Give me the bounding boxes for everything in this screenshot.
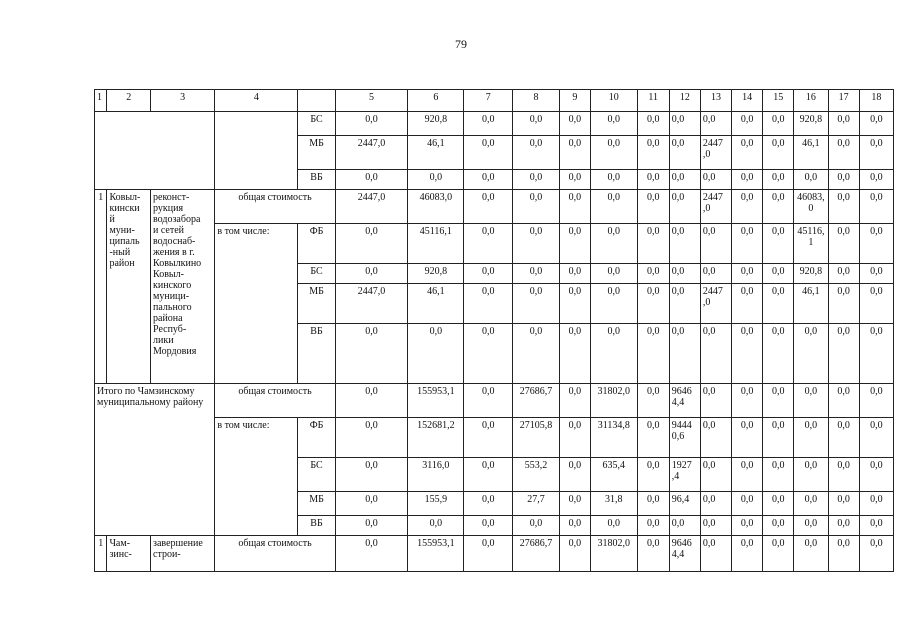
value-cell: 2447 ,0 [700,136,731,170]
value-cell: 0,0 [859,324,893,384]
value-cell: 0,0 [700,112,731,136]
district-name: Ковыл- кински й муни- ципаль -ный район [107,190,151,384]
value-cell: 46083,0 [408,190,464,224]
header-cell: 8 [513,90,560,112]
value-cell: 0,0 [732,324,763,384]
header-cell: 9 [559,90,590,112]
value-cell: 0,0 [637,112,669,136]
value-cell: 0,0 [828,418,859,458]
value-cell: 0,0 [637,170,669,190]
table-row [95,418,894,458]
district-name: Чам- зинс- [107,536,151,572]
value-cell: 31802,0 [590,384,637,418]
header-cell: 16 [794,90,828,112]
value-cell: 0,0 [335,264,408,284]
value-cell: 0,0 [794,516,828,536]
value-cell: 0,0 [828,112,859,136]
value-cell: 0,0 [794,324,828,384]
value-cell: 46,1 [408,136,464,170]
table-row [95,384,894,418]
row-number: 1 [95,190,107,384]
value-cell: 0,0 [828,224,859,264]
value-cell: 0,0 [700,458,731,492]
value-cell: 0,0 [763,516,794,536]
value-cell: 27686,7 [513,536,560,572]
value-cell: 0,0 [559,516,590,536]
value-cell: 0,0 [700,264,731,284]
value-cell: 27686,7 [513,384,560,418]
fund-code: ФБ [298,418,335,458]
value-cell: 0,0 [464,224,513,264]
value-cell: 0,0 [828,324,859,384]
value-cell: 0,0 [637,264,669,284]
value-cell: 31802,0 [590,536,637,572]
value-cell: 2447 ,0 [700,284,731,324]
value-cell: 0,0 [335,492,408,516]
value-cell: 0,0 [859,136,893,170]
value-cell: 0,0 [763,418,794,458]
value-cell: 152681,2 [408,418,464,458]
value-cell: 45116,1 [408,224,464,264]
value-cell: 0,0 [732,458,763,492]
value-cell: 0,0 [464,324,513,384]
header-cell: 6 [408,90,464,112]
value-cell: 2447,0 [335,190,408,224]
value-cell: 27,7 [513,492,560,516]
empty-cell [95,112,215,190]
value-cell: 0,0 [732,492,763,516]
page-number: 79 [455,37,467,51]
value-cell: 0,0 [828,492,859,516]
value-cell: 0,0 [700,516,731,536]
value-cell: 0,0 [513,324,560,384]
value-cell: 0,0 [513,284,560,324]
header-cell: 10 [590,90,637,112]
value-cell: 0,0 [828,516,859,536]
value-cell: 920,8 [408,112,464,136]
value-cell: 635,4 [590,458,637,492]
value-cell: 0,0 [637,190,669,224]
value-cell: 0,0 [732,516,763,536]
value-cell: 0,0 [335,112,408,136]
header-cell: 7 [464,90,513,112]
table-row [95,224,894,264]
value-cell: 0,0 [669,224,700,264]
value-cell: 920,8 [408,264,464,284]
value-cell: 0,0 [859,284,893,324]
value-cell: 0,0 [590,112,637,136]
value-cell: 0,0 [464,136,513,170]
header-cell: 5 [335,90,408,112]
fund-code: БС [298,458,335,492]
value-cell: 0,0 [763,284,794,324]
value-cell: 0,0 [590,324,637,384]
budget-table [94,89,894,572]
row-number: 1 [95,536,107,572]
fund-code: БС [298,112,335,136]
value-cell: 9646 4,4 [669,536,700,572]
value-cell: 0,0 [513,264,560,284]
value-cell: 0,0 [590,516,637,536]
value-cell: 0,0 [637,136,669,170]
value-cell: 0,0 [763,170,794,190]
value-cell: 0,0 [763,324,794,384]
value-cell: 0,0 [859,492,893,516]
value-cell: 46,1 [794,284,828,324]
value-cell: 9646 4,4 [669,384,700,418]
value-cell: 0,0 [464,516,513,536]
value-cell: 0,0 [794,492,828,516]
value-cell: 0,0 [637,536,669,572]
value-cell: 46,1 [408,284,464,324]
value-cell: 0,0 [559,190,590,224]
value-cell: 0,0 [637,516,669,536]
value-cell: 0,0 [732,224,763,264]
value-cell: 0,0 [794,458,828,492]
value-cell: 0,0 [559,418,590,458]
value-cell: 155953,1 [408,536,464,572]
including-label: в том числе: [215,418,298,536]
value-cell: 2447 ,0 [700,190,731,224]
value-cell: 0,0 [700,170,731,190]
header-cell: 11 [637,90,669,112]
value-cell: 0,0 [859,264,893,284]
object-name: завершение строи- [151,536,215,572]
fund-code: МБ [298,136,335,170]
including-label: в том числе: [215,224,298,384]
value-cell: 2447,0 [335,136,408,170]
value-cell: 0,0 [669,264,700,284]
value-cell: 0,0 [700,418,731,458]
value-cell: 0,0 [559,492,590,516]
value-cell: 0,0 [335,458,408,492]
value-cell: 0,0 [763,190,794,224]
value-cell: 0,0 [669,284,700,324]
header-row [95,90,894,112]
value-cell: 0,0 [700,536,731,572]
value-cell: 0,0 [794,418,828,458]
value-cell: 0,0 [464,384,513,418]
value-cell: 0,0 [637,458,669,492]
header-cell: 3 [151,90,215,112]
value-cell: 0,0 [559,170,590,190]
value-cell: 0,0 [859,536,893,572]
table-row [95,112,894,136]
value-cell: 0,0 [464,170,513,190]
value-cell: 0,0 [700,324,731,384]
value-cell: 0,0 [559,324,590,384]
value-cell: 0,0 [559,536,590,572]
value-cell: 31,8 [590,492,637,516]
value-cell: 0,0 [828,190,859,224]
value-cell: 0,0 [559,136,590,170]
value-cell: 0,0 [637,224,669,264]
value-cell: 0,0 [335,324,408,384]
total-label: общая стоимость [215,384,335,418]
value-cell: 0,0 [335,516,408,536]
value-cell: 0,0 [590,264,637,284]
value-cell: 0,0 [859,190,893,224]
value-cell: 0,0 [794,536,828,572]
fund-code: МБ [298,492,335,516]
value-cell: 0,0 [464,264,513,284]
header-cell: 1 [95,90,107,112]
value-cell: 0,0 [559,284,590,324]
value-cell: 0,0 [559,112,590,136]
value-cell: 0,0 [637,418,669,458]
value-cell: 0,0 [763,112,794,136]
empty-cell [215,112,298,190]
value-cell: 0,0 [559,224,590,264]
fund-code: БС [298,264,335,284]
value-cell: 0,0 [732,536,763,572]
value-cell: 3116,0 [408,458,464,492]
value-cell: 0,0 [464,536,513,572]
value-cell: 0,0 [828,264,859,284]
value-cell: 0,0 [763,136,794,170]
header-cell: 4 [215,90,298,112]
value-cell: 31134,8 [590,418,637,458]
value-cell: 0,0 [859,384,893,418]
fund-code: МБ [298,284,335,324]
value-cell: 0,0 [828,458,859,492]
value-cell: 0,0 [732,136,763,170]
value-cell: 0,0 [335,536,408,572]
value-cell: 0,0 [859,224,893,264]
value-cell: 0,0 [732,170,763,190]
value-cell: 2447,0 [335,284,408,324]
value-cell: 0,0 [513,136,560,170]
header-cell: 13 [700,90,731,112]
district-total-label: Итого по Чамзинскому муниципальному району [95,384,215,536]
value-cell: 0,0 [464,492,513,516]
value-cell: 1927 ,4 [669,458,700,492]
value-cell: 0,0 [763,384,794,418]
value-cell: 0,0 [669,190,700,224]
value-cell: 0,0 [513,190,560,224]
value-cell: 0,0 [590,224,637,264]
value-cell: 0,0 [590,190,637,224]
header-cell: 2 [107,90,151,112]
value-cell: 0,0 [700,384,731,418]
value-cell: 553,2 [513,458,560,492]
header-cell: 17 [828,90,859,112]
value-cell: 0,0 [794,170,828,190]
value-cell: 0,0 [859,418,893,458]
value-cell: 0,0 [669,136,700,170]
value-cell: 0,0 [408,170,464,190]
header-cell: 14 [732,90,763,112]
value-cell: 45116, 1 [794,224,828,264]
value-cell: 0,0 [669,170,700,190]
value-cell: 0,0 [859,516,893,536]
value-cell: 0,0 [732,284,763,324]
value-cell: 46,1 [794,136,828,170]
value-cell: 0,0 [763,264,794,284]
value-cell: 0,0 [590,170,637,190]
value-cell: 0,0 [408,516,464,536]
value-cell: 0,0 [590,136,637,170]
value-cell: 0,0 [464,112,513,136]
header-cell [298,90,335,112]
value-cell: 0,0 [335,170,408,190]
value-cell: 155,9 [408,492,464,516]
value-cell: 0,0 [828,536,859,572]
value-cell: 0,0 [859,170,893,190]
table-row [95,536,894,572]
value-cell: 0,0 [335,224,408,264]
value-cell: 0,0 [859,112,893,136]
value-cell: 0,0 [559,384,590,418]
total-label: общая стоимость [215,536,335,572]
value-cell: 0,0 [464,190,513,224]
value-cell: 0,0 [763,536,794,572]
value-cell: 0,0 [859,458,893,492]
value-cell: 0,0 [637,284,669,324]
value-cell: 0,0 [732,112,763,136]
value-cell: 0,0 [590,284,637,324]
value-cell: 0,0 [732,264,763,284]
value-cell: 0,0 [335,418,408,458]
value-cell: 0,0 [732,384,763,418]
value-cell: 0,0 [763,224,794,264]
header-cell: 15 [763,90,794,112]
value-cell: 0,0 [794,384,828,418]
value-cell: 0,0 [669,112,700,136]
total-label: общая стоимость [215,190,335,224]
value-cell: 155953,1 [408,384,464,418]
table-row [95,190,894,224]
value-cell: 0,0 [464,418,513,458]
value-cell: 0,0 [669,324,700,384]
fund-code: ВБ [298,516,335,536]
value-cell: 46083, 0 [794,190,828,224]
value-cell: 920,8 [794,264,828,284]
fund-code: ВБ [298,324,335,384]
fund-code: ВБ [298,170,335,190]
value-cell: 0,0 [669,516,700,536]
value-cell: 0,0 [637,384,669,418]
fund-code: ФБ [298,224,335,264]
value-cell: 0,0 [828,170,859,190]
value-cell: 0,0 [408,324,464,384]
value-cell: 0,0 [559,264,590,284]
value-cell: 0,0 [732,418,763,458]
value-cell: 0,0 [464,458,513,492]
value-cell: 0,0 [700,492,731,516]
value-cell: 0,0 [513,224,560,264]
value-cell: 0,0 [700,224,731,264]
value-cell: 0,0 [763,492,794,516]
object-name: реконст- рукция водозабора и сетей водоснаб- жения в г. Ковылкино Ковыл- кинского муници- пального района Респуб- лики Мордовия [151,190,215,384]
value-cell: 0,0 [513,170,560,190]
value-cell: 0,0 [637,492,669,516]
value-cell: 0,0 [828,136,859,170]
value-cell: 0,0 [464,284,513,324]
header-cell: 12 [669,90,700,112]
value-cell: 9444 0,6 [669,418,700,458]
header-cell: 18 [859,90,893,112]
value-cell: 96,4 [669,492,700,516]
value-cell: 0,0 [637,324,669,384]
value-cell: 27105,8 [513,418,560,458]
value-cell: 0,0 [335,384,408,418]
value-cell: 0,0 [513,112,560,136]
value-cell: 0,0 [828,284,859,324]
value-cell: 0,0 [559,458,590,492]
value-cell: 0,0 [513,516,560,536]
value-cell: 920,8 [794,112,828,136]
value-cell: 0,0 [828,384,859,418]
value-cell: 0,0 [732,190,763,224]
value-cell: 0,0 [763,458,794,492]
